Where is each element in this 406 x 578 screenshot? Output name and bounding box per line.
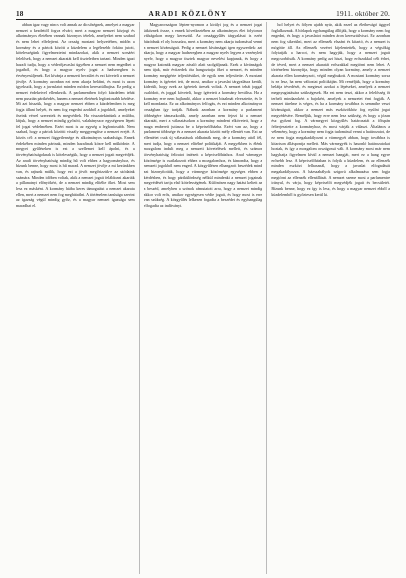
column-left (16, 22, 135, 574)
column-right (271, 22, 390, 574)
column-text: abban igaz vagy nincs volt annak az dicsőségnek, amelyet a magyar nemzet a kezdettől fogva elvárt; mert a magyar nemzet közjogi és alkotmányos életében vannak bizonyos tételek, amelyeket nem szabad és nem lehet elfelejteni. Az ország mostani helyzetében, midőn a kormány és a pártok között a küzdelem a legélesebb fokára jutott, kötelességünk figyelmeztetni mindazokat, akik a nemzet sorsáért felelősek, hogy a nemzet akaratát kell tiszteletben tartani. Minden igazi hazafi tudja, hogy a véderőjavaslat ügyében a nemzet nem engedhet a jogaiból, és hogy a magyar nyelv jogai a hadseregben is érvényesüljenek. Ezt kívánja a nemzeti becsület és ezt követeli a nemzet jövője. A kormány azonban ezt nem akarja belátni, és most is azon igyekszik, hogy a javaslatot minden módon keresztülhajtsa. Ez pedig a nemzet érdekeivel ellenkezik. A parlamentben folyó küzdelem tehát nem pusztán pártkérdés, hanem a nemzet életének legfontosabb kérdése. Mi azt hisszük, hogy a magyar nemzet ebben a küzdelemben is meg fogja állani helyét, és nem fog engedni azokból a jogokból, amelyeket őseink vérrel szereztek és megvédtek. Ha visszatekintünk a múltba, látjuk, hogy a nemzet mindig győzött, valahányszor egységesen lépett fel jogai védelmében. Ezért most is az egység a legfontosabb. Nem szabad, hogy a pártok közötti viszály meggyengítse a nemzet erejét. A közös cél: a nemzet függetlensége és alkotmányos szabadsága. Ennek érdekében minden pártnak, minden hazafinak közre kell működnie. A megyei gyűléseken is ezt a szellemet kell ápolni, és a törvényhatóságoknak is kötelességük, hogy a nemzet jogait megvédjék. Az aradi törvényhatóság mindig hű volt ehhez a hagyományhoz, és bízunk benne, hogy most is hű marad. A nemzet jövője a mi kezünkben van, és rajtunk múlik, hogy ezt a jövőt megőrizzük-e az utódaink számára. Minden időben voltak, akik a nemzet jogait feláldozni akarták a pillanatnyi előnyökért, de a nemzet mindig elítélte őket. Most sem lesz ez másként. A kormány hiába keres támogatást a nemzet akarata ellen, mert a nemzet nem fog meghátrálni. A történelem tanúsága szerint az igazság végül mindig győz, és a magyar nemzet igazsága sem maradhat el. (16, 22, 135, 208)
page-header (16, 4, 390, 18)
column-divider (139, 22, 140, 574)
column-text: hol helyet és fölyen ujabb nyár, akik ezzel az életbevágó üggyel foglalkoznak. A hírlapok egyhangúlag állítják, hogy a kormány nem fog engedni, és hogy a javaslatot minden áron keresztülviszi. Ez azonban nem fog sikerülni, mert az ellenzék elszánt és kitartó, és a nemzet is mögötte áll. Az ellenzék vezérei kijelentették, hogy a végsőkig folytatják a harcot, és nem hagyják, hogy a nemzet jogait megcsorbítsák. A kormány pedig azt hiszi, hogy erőszakkal célt érhet, de téved, mert a nemzet akaratát erőszakkal megtörni nem lehet. A történelem bizonyítja, hogy minden olyan kormány, amely a nemzet akarata ellen kormányzott, végül megbukott. A mostani kormány sorsa is ez lesz, ha nem változtat politikáján. Mi reméljük, hogy a kormány belátja tévedését, és megteszi azokat a lépéseket, amelyek a nemzet megnyugtatására szükségesek. Ha ezt nem teszi, akkor a felelősség őt terheli mindazokért a bajokért, amelyek a nemzetet érni fogják. A nemzet türelme is véges, és ha a kormány továbbra is semmibe veszi kívánságait, akkor a nemzet más eszközökhöz fog nyúlni jogai megvédésére. Reméljük, hogy erre nem lesz szükség, és hogy a józan ész győzni fog. A vármegyei közgyűlés határozatát a főispán felterjesztette a kormányhoz, és most várják a választ. Általános a vélemény, hogy a kormány nem fogja tudomásul venni a határozatot, de ez nem fogja megakadályozni a vármegyét abban, hogy továbbra is kitartson álláspontja mellett. Más vármegyék is hasonló határozatokat hoztak, és így a mozgalom országossá vált. A kormány most már nem hagyhatja figyelmen kívül a nemzet hangját, mert ez a hang egyre erősebb lesz. A képviselőházban is folyik a küzdelem, és az ellenzék minden eszközt felhasznál, hogy a javaslat elfogadását megakadályozza. A házszabályok szigorú alkalmazása sem fogja megtörni az ellenzék ellenállását. A nemzet szeme most a parlamentre irányul, és várja, hogy képviselői megvédjék jogait és becsületét. Bízunk benne, hogy ez így is lesz, és hogy a magyar nemzet ebből a küzdelemből is győztesen kerül ki. (271, 22, 391, 197)
article-columns (16, 22, 390, 574)
issue-date: 1911. október 20. (336, 10, 390, 18)
header-rule (16, 19, 390, 20)
column-divider (266, 22, 267, 574)
newspaper-title: ARADI KÖZLÖNY (148, 10, 228, 18)
page-number: 18 (16, 10, 24, 18)
column-text: Magyarországon lépten-nyomon a királyi jog és a nemzet jogai ütköznek össze, s ennek következtében az alkotmányos élet folytonos válságokon megy keresztül. Az országgyűlés tárgyalásai is ezért húzódnak el oly hosszúra, mert a kormány nem akarja tudomásul venni a nemzet kívánságait. Pedig a nemzet kívánságai igen egyszerűek: azt akarja, hogy a magyar hadseregben a magyar nyelv legyen a vezényleti nyelv, hogy a magyar tisztek magyar nevelést kapjanak, és hogy a magyar katonák magyar zászló alatt szolgáljanak. Ezek a kívánságok nem újak, már évtizedek óta hangoztatja őket a nemzet, és minden kormány megígérte teljesítésüket, de egyik sem teljesítette. A mostani kormány is ígéretet tett, de most, amikor a javaslat tárgyalásra került, kiderült, hogy ezek az ígéretek üresek voltak. A nemzet tehát joggal csalódott, és joggal követeli, hogy ígéreteit a kormány beváltsa. Ha a kormány erre nem hajlandó, akkor a nemzet bizalmát elvesztette, és le kell mondania. Ez az alkotmányos felfogás, és ezt minden alkotmányos országban így tartják. Nálunk azonban a kormány a parlament többségére támaszkodik, amely azonban nem fejezi ki a nemzet akaratát, mert a választásokon a kormány mindent elkövetett, hogy a maga embereit juttassa be a képviselőházba. Ezért van az, hogy a parlament többsége és a nemzet akarata között mély ellentét van. Ezt az ellentétet csak új választások oldhatnák meg, de a kormány attól fél, mert tudja, hogy a nemzet elítélné politikáját. A megyékben is élénk mozgalom indult meg a nemzeti követelések mellett, és számos törvényhatóság feliratot intézett a képviselőházhoz. Arad vármegye közönsége is csatlakozott ehhez a mozgalomhoz, és kimondta, hogy a nemzeti jogokból nem enged. A közgyűlésen elhangzott beszédek mind azt bizonyították, hogy a vármegye közönsége egységes ebben a kérdésben, és hogy pártkülönbség nélkül mindenki a nemzet jogainak megvédését tartja első kötelességének. Különösen nagy hatást keltett az a beszéd, amelyben a szónok rámutatott arra, hogy a nemzet mindig akkor volt erős, amikor egységesen védte jogait, és hogy most is erre van szükség. A közgyűlés lelkesen fogadta a beszédet és egyhangúlag elfogadta az indítványt. (143, 22, 263, 208)
column-middle (144, 22, 263, 574)
